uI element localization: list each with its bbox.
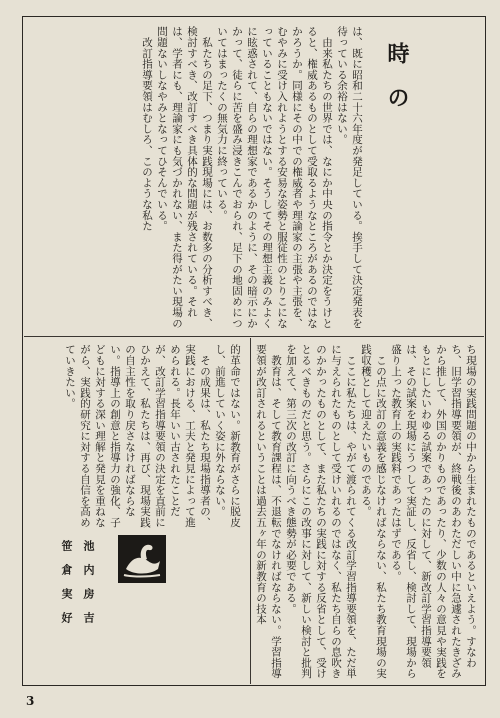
swan-logo-icon xyxy=(118,535,166,583)
column-title: 時の xyxy=(384,42,410,130)
horizontal-divider xyxy=(24,336,484,337)
page-number: 3 xyxy=(26,694,35,708)
article-text-top: は、既に昭和二十六年度が発足している。挨手して決定発表を待っている余裕はない。 由来私たちの世界では、なにか中央の指令とか決定をうけとると、権威あるものとして受取るようなところがあるのではなかろうか。同様にその中での権威者や理論家の主張や主張を、むやみに受け入れようとする安易な姿勢と服従性のとりこになっていることもないではない。そうしてその理想主義のみよくに眩惑されて、自らの理想家であるかのように、その暗示にかかって、徒らに苦を盛み浸きこんでおられ、足下の地固めについてはまったくの無気力に終っている。 私たちの足下、つまり実践現場には、お数多の分析すべき、検討すべき、改訂すべき具体的な問題が残されている。それは、学者にも、理論家にも気づかれない、また得がたい現場の問題ないしなやみとなってひそんでいる。 改訂指導要領はむしろ、このような私た xyxy=(141,26,363,329)
article-text-bottom-left: 的革命ではない。新教育がさらに脱皮し、前進していく姿に外ならない。 その成果は、私たち現場指導者の、実践における、工夫と発見によって進められる。長年いい古されたことだが、改訂学習指導要領の決定を直前にひかえて、私たちは、再び、現場実践の自主性を取り戻さなければならない。指導上の創意と指導力の強化、子どもに対する深い理解と発見を重ねながら、実践的研究に対する自信を高めていきたい。 xyxy=(64,344,241,528)
article-text-bottom-right: ち現場の実践問題の中から生まれたものであるといえよう。すなわち、旧学習指導要領が、終戦後のあわただしい中に急遽されたきざみから推して、外国のかりものであったり、少数の人々の意見や実践をもとにしたいわゆる試案であったのに対して、新改訂学習指導要領は、その試案を現場にうつして実証し、反省し、検討して、現場から盛り上った教育上の実践料であったはずである。 この点に改訂の意義を感じなければならない、私たち教育現場の実践収穫として迎えたいものである。 ここに私たちは、やがて渡られてくる改訂学習指導要領を、ただ単に与えられたものとして受けいれるのではなく、私たち自らの息吹きのかかったものとして、また私たちの実践に対する反省として、受けとるべきものだと思う。さらにこの改事に対して、新しい検討と批判を加えて、第三次の改訂に向うべき態勢が必要である。 教育は、そして教育課程は、不退転でなければならない。学習指導要領が改訂されるということは過去五ヶ年の新教育の技本 xyxy=(255,344,477,679)
author-name-1: 池内房吉 xyxy=(82,540,95,636)
vertical-divider xyxy=(250,338,251,684)
author-name-2: 笹倉実好 xyxy=(60,540,73,636)
